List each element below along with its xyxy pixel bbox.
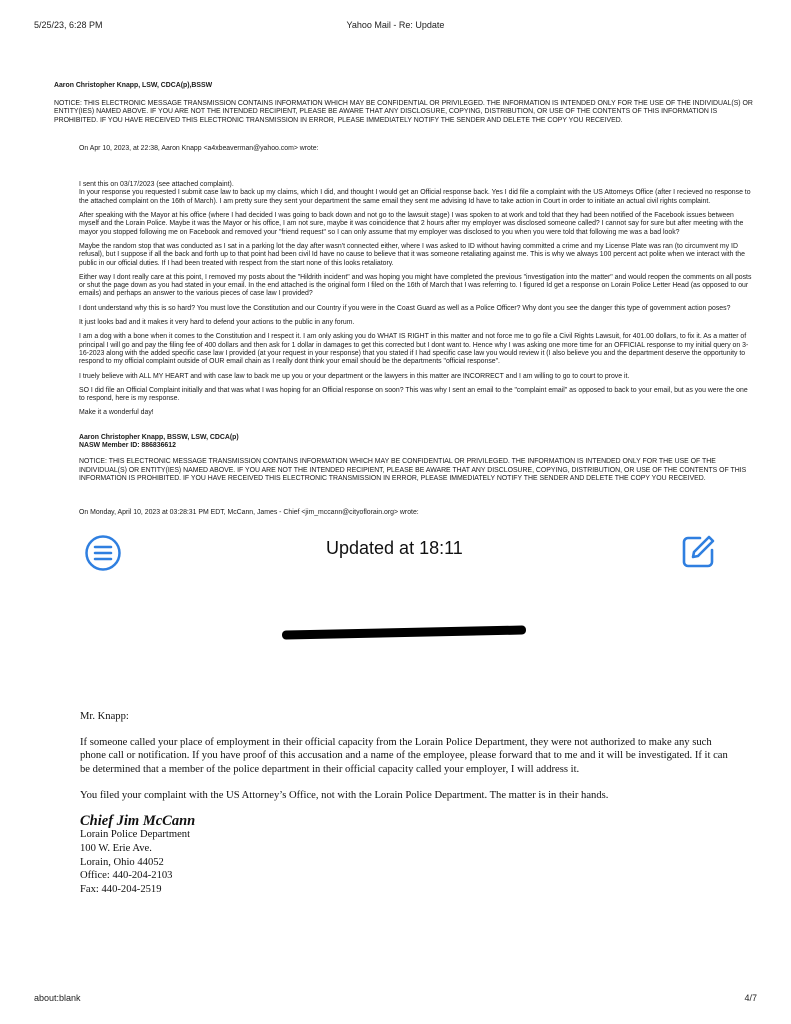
signature-line: Lorain, Ohio 44052: [80, 856, 164, 868]
chief-signature-name: Chief Jim McCann: [80, 812, 196, 829]
quoted-paragraph: I sent this on 03/17/2023 (see attached complaint). In your response you requested I submit case law to back up my claims, which I did, and thought I would get an Official response back. Yes I did file a complaint with the US Attorneys Office (after I recieved no response to the attached complaint on the 16th of March). I am pretty sure they sent your department the same email they sent me advising Id have to take action in Court in order to initiate an actual civil rights complaint.: [79, 181, 751, 205]
signature-line: 100 W. Erie Ave.: [80, 842, 152, 854]
print-header: [34, 20, 757, 32]
redaction-mark: [282, 625, 526, 639]
quoted-sign-off: Make it a wonderful day!: [79, 409, 154, 417]
quoted-paragraph: I am a dog with a bone when it comes to the Constitution and I respect it. I am only asking you do WHAT IS RIGHT in this matter and not force me to go file a Civil Rights Lawsuit, for 401.00 dollars, to fix it. As a matter of principal I will go and pay the filing fee of 400 dollars and then ask for 1 dollar in damages to get this corrected but I dont want to. Hence why I was asking one more time for an OFFICIAL response to my initial query on 3-16-2023 along with the added specific case law I provided (at your request in your response) that you stated if I had specific case law you would review it (I also believe you and the department deserve the opportunity to respond to my official complaint outside of OUR email chain as I really dont think your email should be the departments "official response".: [79, 333, 749, 366]
nasw-member-id: Member ID: 886836612: [100, 442, 176, 450]
print-datetime: 5/25/23, 6:28 PM: [34, 20, 103, 30]
quoted-email-header: On Apr 10, 2023, at 22:38, Aaron Knapp <a4xbeaverman@yahoo.com> wrote:: [79, 144, 319, 152]
print-title: Yahoo Mail - Re: Update: [346, 20, 445, 30]
quoted-paragraph: After speaking with the Mayor at his office (where I had decided I was going to back down and not go to the lawsuit stage) I was spoken to at work and told that they had been notified of the Facebook issues between myself and the Lorain Police. Maybe it was the Mayor or his office, I am not sure, maybe it was coincidence that 2 hours after my employer was disclosed someone called? I cannot say for sure but after meeting with the mayor you stopped following me on Facebook and removed your "friend request" so I can only assume that my employer was disclosed to you when you were told that following me was a bad look?: [79, 212, 744, 236]
quoted-paragraph: I truely believe with ALL MY HEART and with case law to back me up you or your department or the lawyers in this matter are INCORRECT and I am willing to go to court to prove it.: [79, 372, 630, 380]
top-signature-name: Aaron Christopher Knapp, LSW, CDCA(p),BSSW: [54, 82, 213, 89]
compose-button[interactable]: [680, 534, 716, 570]
chief-letter: [80, 710, 730, 897]
signature-line: Fax: 440-204-2519: [80, 884, 162, 896]
menu-icon: [84, 534, 122, 572]
compose-icon: [680, 534, 716, 570]
print-url: about:blank: [34, 993, 81, 1003]
quoted-paragraph: I dont understand why this is so hard? You must love the Constitution and our Country if you were in the Coast Guard as well as a Police Officer? Why dont you see the danger this type of government action poses?: [79, 304, 731, 312]
menu-button[interactable]: [84, 534, 122, 572]
top-confidentiality-notice: NOTICE: THIS ELECTRONIC MESSAGE TRANSMISSION CONTAINS INFORMATION WHICH MAY BE CONFIDENTIAL OR PRIVILEGED. THE INFORMATION IS INTENDED ONLY FOR THE USE OF THE INDIVIDUAL(S) OR ENTITY(IES) NAMED ABOVE. IF YOU ARE NOT THE INTENDED RECIPIENT, PLEASE BE AWARE THAT ANY DISCLOSURE, COPYING, DISTRIBUTION, OR USE OF THE CONTENTS OF THIS INFORMATION IS PROHIBITED. IF YOU HAVE RECEIVED THIS ELECTRONIC TRANSMISSION IN ERROR, PLEASE IMMEDIATELY NOTIFY THE SENDER AND DELETE THE COPY YOU RECEIVED.: [54, 100, 753, 124]
quoted-confidentiality-notice: NOTICE: THIS ELECTRONIC MESSAGE TRANSMISSION CONTAINS INFORMATION WHICH MAY BE CONFIDENTIAL OR PRIVILEGED. THE INFORMATION IS INTENDED ONLY FOR THE USE OF THE INDIVIDUAL(S) OR ENTITY(IES) NAMED ABOVE. IF YOU ARE NOT THE INTENDED RECIPIENT, PLEASE BE AWARE THAT ANY DISCLOSURE, COPYING, DISTRIBUTION, OR USE OF THE CONTENTS OF THIS INFORMATION IS PROHIBITED. IF YOU HAVE RECEIVED THIS ELECTRONIC TRANSMISSION IN ERROR, PLEASE IMMEDIATELY NOTIFY THE SENDER AND DELETE THE COPY YOU RECEIVED.: [79, 458, 747, 482]
letter-salutation: Mr. Knapp:: [80, 711, 129, 722]
signature-line: Lorain Police Department: [80, 829, 191, 841]
email-body: [54, 82, 754, 518]
signature-line: Office: 440-204-2103: [80, 870, 173, 882]
page-number: 4/7: [744, 993, 757, 1003]
quoted-paragraph: Either way I dont really care at this point, I removed my posts about the "Hildrith incident" and was hoping you might have completed the previous "investigation into the matter" and would reopen the comments on all posts or shut the page down as you had stated in your email. In the end attached is the original form I filed on the 16th of March that I was referring to. I figured Id get a response on Lorain Police Letter Head (as opposed to our emails) and perhaps an answer to the various pieces of case law I provided?: [79, 273, 752, 298]
nasw-label: NASW: [79, 442, 101, 450]
reply-header: On Monday, April 10, 2023 at 03:28:31 PM EDT, McCann, James - Chief <jim_mccann@cityoflorain.org> wrote:: [79, 509, 419, 517]
quoted-paragraph: Maybe the random stop that was conducted as I sat in a parking lot the day after wasn't connected either, where I was asked to ID without having committed a crime and my License Plate was ran (to circumvent my ID refusal), but I suppose if all the back and forth up to that point had been civil Id have no cause to believe that it was someone retaliating against me. This is why we always 100 percent act polite when we interact with the public in our official duties. If I had been treated with respect from the start none of this looks retaliatory.: [79, 242, 745, 267]
quoted-paragraph: SO I did file an Official Complaint initially and that was what I was hoping for an Official response on soon? This was why I sent an email to the "complaint email" as opposed to back to your email, but as you were the one to respond, here is my response.: [79, 386, 748, 403]
quoted-signature-name: Aaron Christopher Knapp, BSSW, LSW, CDCA(p): [79, 433, 239, 441]
quoted-paragraph: It just looks bad and it makes it very hard to defend your actions to the public in any forum.: [79, 319, 355, 327]
quoted-email: [54, 145, 754, 518]
update-status: Updated at 18:11: [326, 538, 463, 558]
nasw-line: [79, 442, 754, 450]
print-footer: [34, 993, 757, 1005]
letter-paragraph: You filed your complaint with the US Attorney’s Office, not with the Lorain Police Department. The matter is in their hands.: [80, 789, 609, 801]
letter-paragraph: If someone called your place of employment in their official capacity from the Lorain Police Department, they were not authorized to make any such phone call or notification. If you have proof of this accusation and a name of the employee, please forward that to me and it will be investigated. If it can be determined that a member of the police department in their official capacity called your employer, I will address it.: [80, 736, 728, 776]
